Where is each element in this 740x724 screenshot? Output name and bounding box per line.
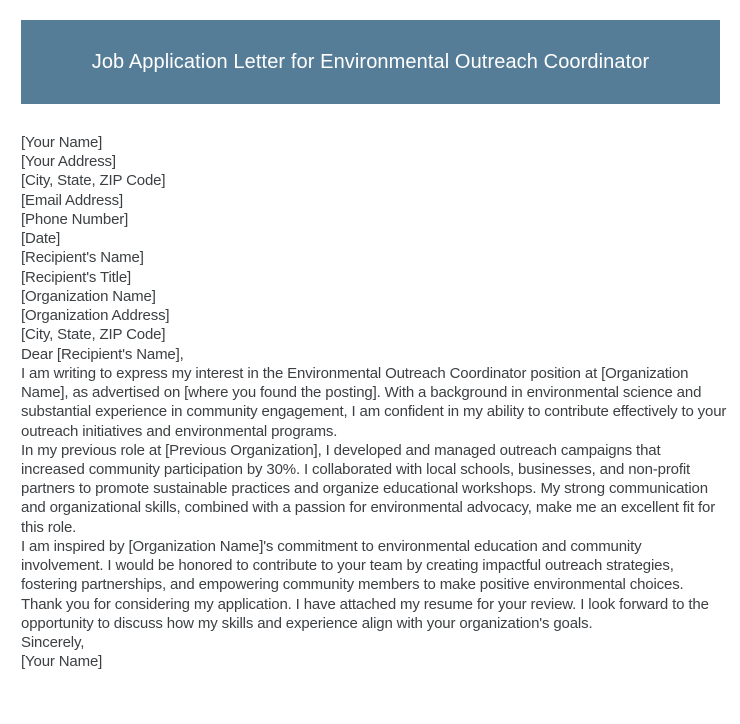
recipient-block — [21, 248, 727, 344]
recipient-title-line: [Recipient's Title] — [21, 268, 132, 286]
sender-name-line: [Your Name] — [21, 134, 103, 151]
organization-name-line: [Organization Name] — [21, 287, 156, 305]
page-title: Job Application Letter for Environmental Outreach Coordinator — [91, 50, 650, 73]
organization-address-line: [Organization Address] — [21, 307, 170, 325]
letter-paragraph-thanks: Thank you for considering my application. I have attached my resume for your review. I look forward to the opportunity to discuss how my skills and experience align with your organization's goals. — [21, 595, 709, 632]
sender-block — [21, 133, 727, 248]
letter-body — [21, 133, 727, 672]
sender-email-line: [Email Address] — [21, 191, 123, 209]
recipient-city-line: [City, State, ZIP Code] — [21, 326, 166, 344]
salutation-line: Dear [Recipient's Name], — [21, 345, 184, 363]
sender-city-line: [City, State, ZIP Code] — [21, 172, 166, 190]
date-line: [Date] — [21, 230, 61, 248]
signature-line: [Your Name] — [21, 653, 103, 671]
letter-paragraph-experience: In my previous role at [Previous Organization], I developed and managed outreach campaigns that increased community participation by 30%. I collaborated with local schools, businesses, and non-profit partners to promote sustainable practices and organize educational workshops. My strong communication and organizational skills, combined with a passion for environmental advocacy, make me an excellent fit for this role. — [21, 441, 716, 536]
sender-address-line: [Your Address] — [21, 153, 116, 171]
recipient-name-line: [Recipient's Name] — [21, 249, 144, 267]
title-banner — [21, 20, 720, 104]
closing-line: Sincerely, — [21, 634, 85, 652]
letter-paragraph-motivation: I am inspired by [Organization Name]'s commitment to environmental education and community involvement. I would be honored to contribute to your team by creating impactful outreach strategies, fostering partnerships, and empowering community members to make positive environmental choices. — [21, 537, 684, 594]
sender-phone-line: [Phone Number] — [21, 210, 129, 228]
letter-paragraph-intro: I am writing to express my interest in the Environmental Outreach Coordinator position at [Organization Name], as advertised on [where you found the posting]. With a background in environmental science and substantial experience in community engagement, I am confident in my ability to contribute effectively to your outreach initiatives and environmental programs. — [21, 364, 727, 440]
